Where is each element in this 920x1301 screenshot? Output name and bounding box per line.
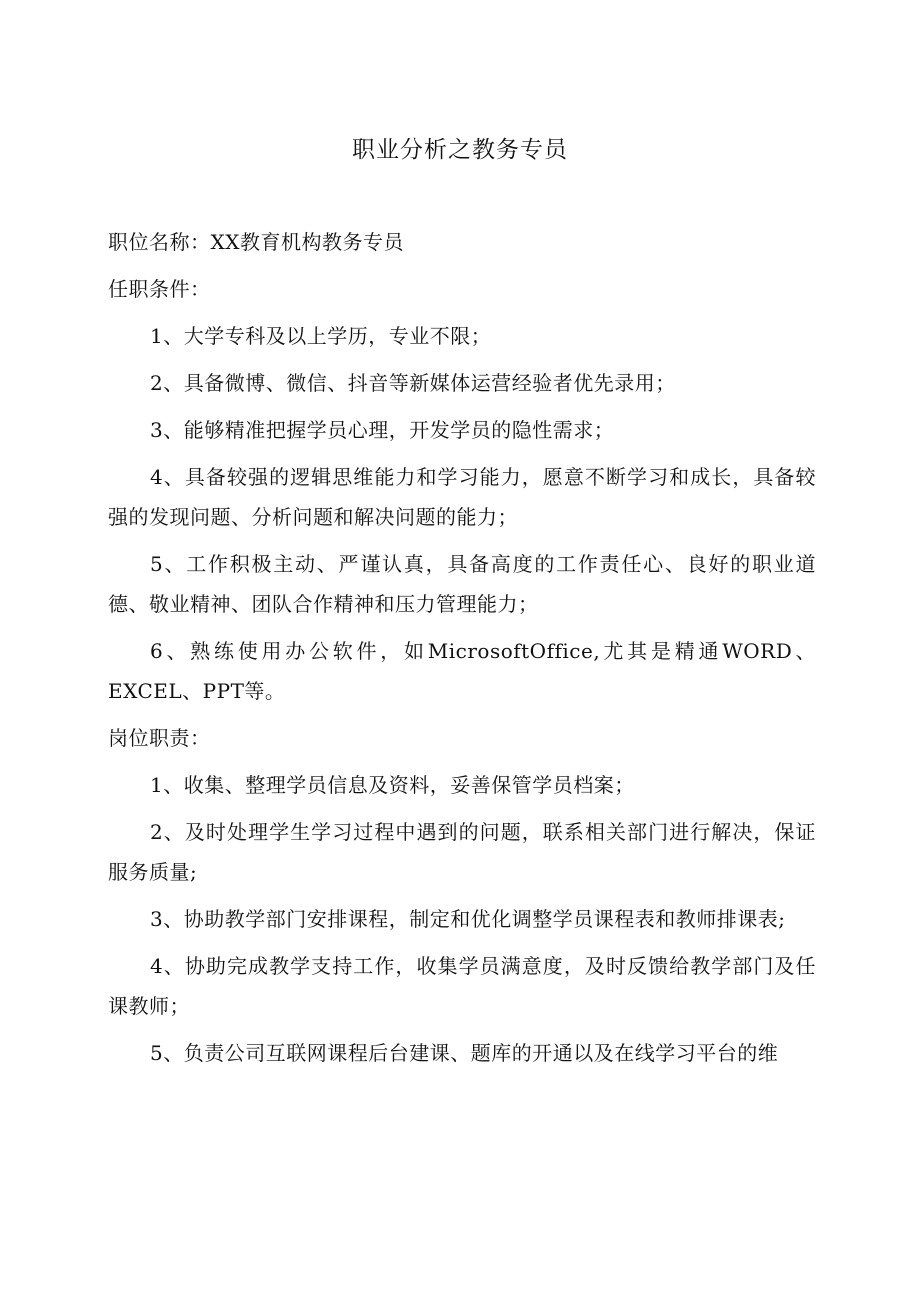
requirement-item: 4、具备较强的逻辑思维能力和学习能力，愿意不断学习和成长，具备较强的发现问题、分析问题和解决问题的能力； — [108, 465, 816, 529]
duty-item: 1、收集、整理学员信息及资料，妥善保管学员档案； — [150, 773, 635, 797]
duties-heading: 岗位职责： — [108, 726, 211, 750]
requirement-item: 5、工作积极主动、严谨认真，具备高度的工作责任心、良好的职业道德、敬业精神、团队合作精神和压力管理能力； — [108, 552, 816, 616]
requirements-heading: 任职条件： — [108, 277, 211, 301]
duty-item: 5、负责公司互联网课程后台建课、题库的开通以及在线学习平台的维 — [150, 1041, 779, 1065]
position-name-line: 职位名称：XX教育机构教务专员 — [108, 230, 404, 254]
requirement-item: 1、大学专科及以上学历，专业不限； — [150, 324, 492, 348]
duty-item: 3、协助教学部门安排课程，制定和优化调整学员课程表和教师排课表; — [150, 907, 786, 931]
document-title: 职业分析之教务专员 — [352, 137, 568, 163]
requirement-item: 2、具备微博、微信、抖音等新媒体运营经验者优先录用； — [150, 371, 676, 395]
requirement-item: 6、熟练使用办公软件，如MicrosoftOffice,尤其是精通WORD、EXCEL、PPT等。 — [108, 639, 816, 703]
requirement-item: 3、能够精准把握学员心理，开发学员的隐性需求； — [150, 418, 615, 442]
duty-item: 4、协助完成教学支持工作，收集学员满意度，及时反馈给教学部门及任课教师； — [108, 954, 816, 1018]
duty-item: 2、及时处理学生学习过程中遇到的问题，联系相关部门进行解决，保证服务质量; — [108, 820, 816, 884]
document-body — [108, 222, 816, 1080]
